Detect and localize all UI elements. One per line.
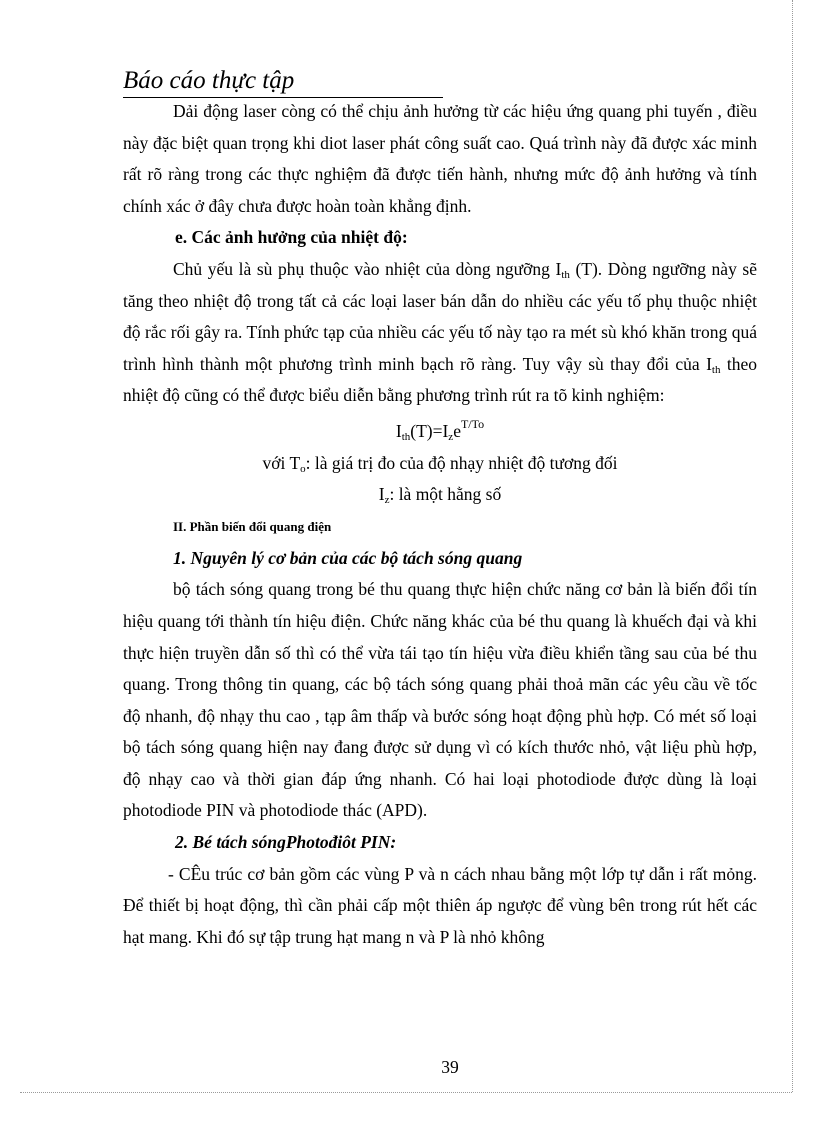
heading-pin-photodiode: 2. Bé tách sóngPhotođiôt PIN: [175,832,397,853]
text-run: Chủ yếu là sù phụ thuộc vào nhiệt của dòng ngưỡng I [173,258,562,279]
page-frame-right [792,0,793,1092]
paragraph-nonlinear-effects: Dải động laser còng có thể chịu ảnh hưởng từ các hiệu ứng quang phi tuyến , điều này đặc biệt quan trọng khi diot laser phát công suất cao. Quá trình này đã được xác minh rất rõ ràng trong các thực nghiệm đã được tiến hành, nhưng mức độ ảnh hưởng và tính chính xác ở đây chưa được hoàn toàn khẳng định. [123,101,757,216]
heading-principle: 1. Nguyên lý cơ bản của các bộ tách sóng quang [173,547,523,568]
subscript: z [448,430,454,443]
header-title: Báo cáo thực tập [123,66,443,98]
page-frame-bottom [20,1092,792,1093]
document-body [123,96,757,953]
definition-to [123,448,757,480]
section-heading-ii: II. Phần biến đổi quang điện [173,518,332,534]
text-run: I [378,484,385,505]
definition-iz [123,479,757,511]
paragraph-pin-structure: - CÊu trúc cơ bản gồm các vùng P và n cách nhau bằng một lớp tự dẫn i rất mỏng. Để thiết bị hoạt động, thì cần phải cấp một thiên áp ngược để vùng bên trong rút hết các hạt mang. Khi đó sự tập trung hạt mang n và P là nhỏ không [123,863,757,947]
formula-threshold [123,416,757,448]
paragraph-photodetector: bộ tách sóng quang trong bé thu quang thực hiện chức năng cơ bản là biến đổi tín hiệu quang tới thành tín hiệu điện. Chức năng khác của bé thu quang là khuếch đại và khi thực hiện truyền dẫn số thì có thể vừa tái tạo tín hiệu vừa điều khiển tầng sau của bé thu quang. Trong thông tin quang, các bộ tách sóng quang phải thoả mãn các yêu cầu về tốc độ nhanh, độ nhạy thu cao , tạp âm thấp và bước sóng hoạt động phù hợp. Có mét số loại bộ tách sóng quang hiện nay đang được sử dụng vì có kích thước nhỏ, vật liệu phù hợp, độ nhạy cao và thời gian đáp ứng nhanh. Có hai loại photodiode được dùng là loại photodiode PIN và photodiode thác (APD). [123,579,757,821]
paragraph-threshold-current [123,254,757,412]
text-run: : là một hằng số [389,484,502,505]
text-run: : là giá trị đo của độ nhạy nhiệt độ tương đối [305,452,618,473]
subscript: z [384,494,390,507]
formula-lhs: I [395,420,402,441]
subscript: th [561,268,570,281]
text-run: với T [262,452,301,473]
subscript: o [300,462,306,475]
subscript: th [401,430,411,443]
formula-mid: (T)=I [410,420,449,441]
page-number: 39 [441,1057,459,1077]
formula-e: e [453,420,461,441]
subscript: th [711,363,721,376]
text-run: theo nhiệt độ cũng có thể được biểu diễn bằng phương trình rút ra tõ kinh nghiệm: [123,353,757,406]
superscript: T/To [460,416,485,431]
text-run: (T). Dòng ngưỡng này sẽ tăng theo nhiệt độ trong tất cả các loại laser bán dẫn do nhiều các yếu tố phụ thuộc nhiệt độ rắc rối gây ra. Tính phức tạp của nhiều các yếu tố này tạo ra mét sù khó khăn trong quá trình hình thành một phương trình minh bạch rõ ràng. Tuy vậy sù thay đổi của I [123,258,757,374]
heading-temperature-effects: e. Các ảnh hưởng của nhiệt độ: [175,227,408,248]
